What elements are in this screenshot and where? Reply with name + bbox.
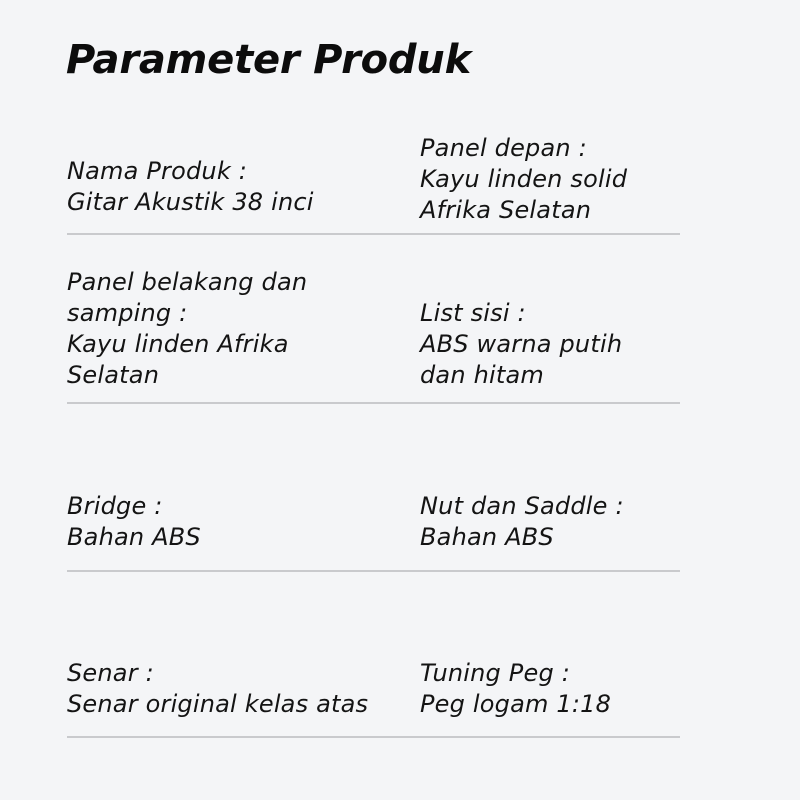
row-divider xyxy=(67,736,680,738)
spec-value: Senar original kelas atas xyxy=(67,690,369,718)
spec-list-sisi xyxy=(420,298,660,391)
spec-value: Peg logam 1:18 xyxy=(420,690,612,718)
row-divider xyxy=(67,570,680,572)
spec-senar xyxy=(67,658,412,720)
spec-label: Panel depan : xyxy=(420,134,587,162)
spec-value: Kayu linden Afrika Selatan xyxy=(67,330,289,389)
spec-value: Bahan ABS xyxy=(420,523,554,551)
spec-label: Bridge : xyxy=(67,492,163,520)
spec-label: Tuning Peg : xyxy=(420,659,570,687)
spec-panel-belakang xyxy=(67,267,347,391)
spec-label: Nut dan Saddle : xyxy=(420,492,624,520)
spec-label: List sisi : xyxy=(420,299,526,327)
spec-nama-produk xyxy=(67,156,397,218)
row-divider xyxy=(67,233,680,235)
spec-panel-depan xyxy=(420,133,660,226)
spec-value: Kayu linden solid Afrika Selatan xyxy=(420,165,628,224)
spec-tuning-peg xyxy=(420,658,750,720)
page-title: Parameter Produk xyxy=(66,37,471,83)
spec-label: Nama Produk : xyxy=(67,157,248,185)
spec-nut-saddle xyxy=(420,491,750,553)
spec-label: Senar : xyxy=(67,659,154,687)
spec-value: Gitar Akustik 38 inci xyxy=(67,188,314,216)
spec-label: Panel belakang dan samping : xyxy=(67,268,308,327)
spec-value: Bahan ABS xyxy=(67,523,201,551)
spec-bridge xyxy=(67,491,397,553)
spec-value: ABS warna putih dan hitam xyxy=(420,330,623,389)
row-divider xyxy=(67,402,680,404)
